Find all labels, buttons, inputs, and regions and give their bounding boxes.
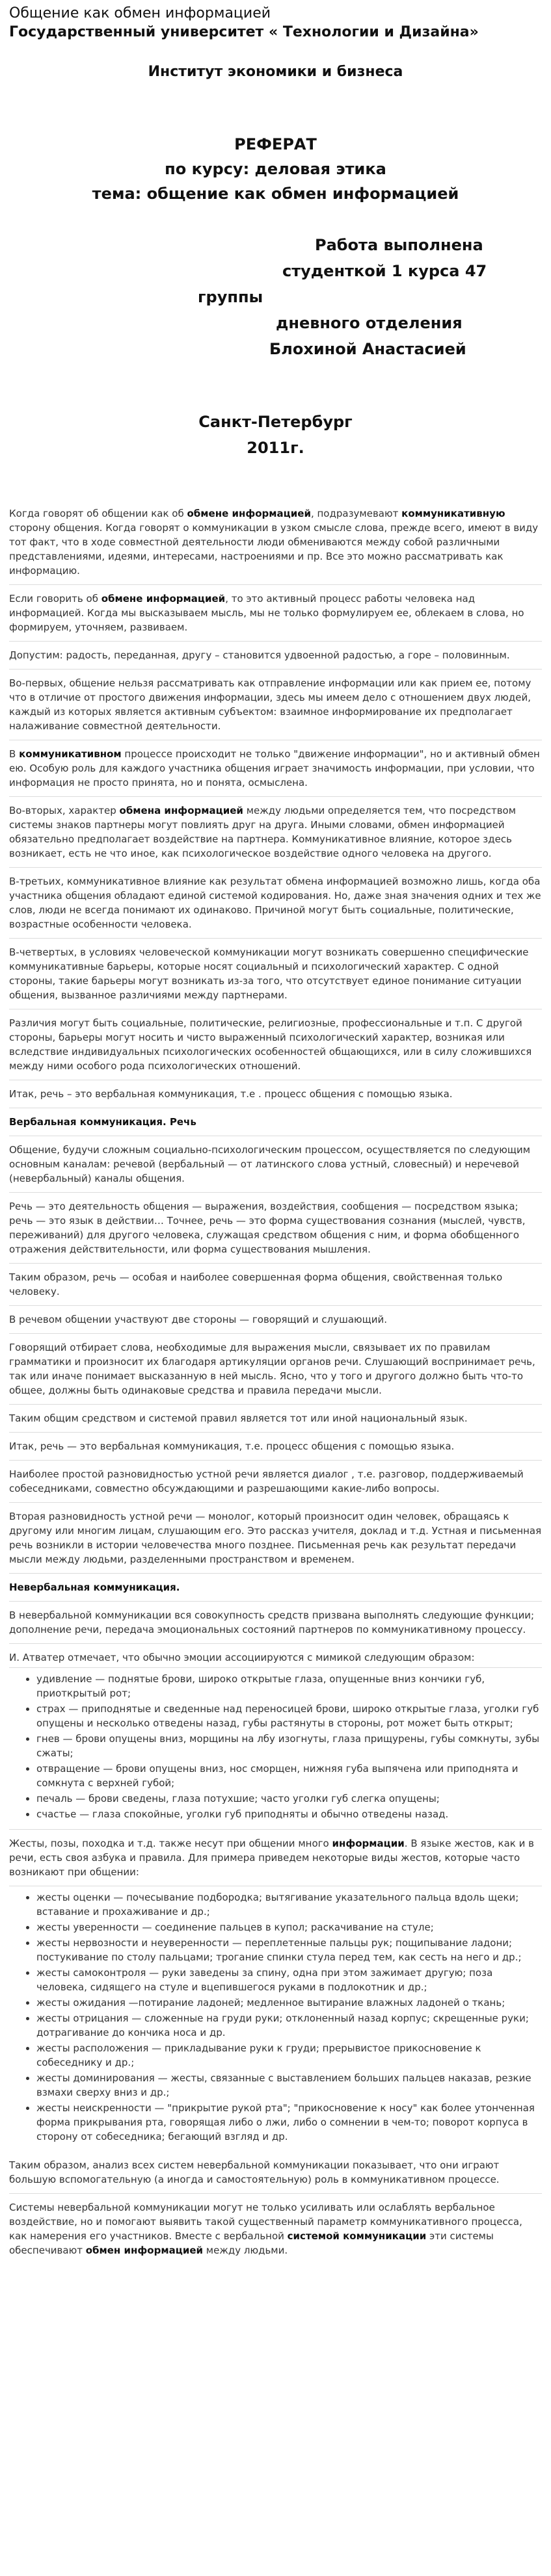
- gestures-list: [9, 1886, 542, 2152]
- closing-paragraphs: [9, 2152, 542, 2264]
- list-item: • жесты оценки — почесывание подбородка; вытягивание указательного пальца вдоль щеки; вставание и прохаживание и др.;: [36, 1890, 542, 1920]
- author-line-2: студенткой 1 курса 47: [282, 262, 487, 280]
- paragraph: [9, 641, 542, 669]
- bold-text: Невербальная коммуникация.: [9, 1581, 180, 1593]
- text-run: Таким образом, анализ всех систем невербальной коммуникации показывает, что они играют большую вспомогательную (а иногда и самостоятельную) роль в коммуникативном процессе.: [9, 2159, 500, 2185]
- author-line-4: дневного отделения: [276, 314, 463, 332]
- author-block: [9, 232, 542, 362]
- paragraph: [9, 938, 542, 1009]
- text-run: Итак, речь – это вербальная коммуникация, т.е . процесс общения с помощью языка.: [9, 1088, 453, 1100]
- emotions-list: [9, 1667, 542, 1829]
- text-run: В: [9, 748, 20, 760]
- text-run: Если говорить об: [9, 593, 101, 605]
- bold-text: обмене информацией: [187, 508, 311, 519]
- list-item: • жесты самоконтроля — руки заведены за спину, одна при этом зажимает другую; поза человека, сидящего на стуле и вцепившегося руками в подлокотник и др.;: [36, 1966, 542, 1996]
- text-run: эти системы обеспечивают: [9, 2230, 494, 2256]
- text-run: Таким общим средством и системой правил является тот или иной национальный язык.: [9, 1412, 468, 1424]
- bold-text: обмен информацией: [85, 2244, 204, 2256]
- paragraph: [9, 1192, 542, 1263]
- text-run: В-четвертых, в условиях человеческой коммуникации могут возникать совершенно специфические коммуникативные барьеры, которые носят социальный и психологический характер. С одной стороны, такие барьеры могут возникать из-за того, что отсутствует единое понимание ситуации общения, вызванное различиями между партнерами.: [9, 946, 529, 1001]
- body-text: [9, 500, 542, 2264]
- list-item: • жесты ожидания —потирание ладоней; медленное вытирание влажных ладоней о ткань;: [36, 1996, 542, 2011]
- text-run: между людьми определяется тем, что посредством системы знаков партнеры могут повлиять друг на друга. Иными словами, обмен информацией обязательно предполагает воздействие на партнера. Коммуникативное влияние, которое здесь возникает, есть не что иное, как психологическое воздействие одного человека на другого.: [9, 805, 517, 859]
- paragraph: [9, 1573, 542, 1601]
- list-item: • страх — приподнятые и сведенные над переносицей брови, широко открытые глаза, уголки губ опущены и несколько отведены назад, губы растянуты в стороны, рот может быть открыт;: [36, 1702, 542, 1732]
- text-run: Жесты, позы, походка и т.д. также несут при общении много: [9, 1838, 332, 1849]
- author-line-1: Работа выполнена: [315, 236, 483, 254]
- text-run: процессе происходит не только "движение информации", но и активный обмен ею. Особую роль для каждого участника общения играет значимость информации, при условии, что информация не просто принята, но и понята, осмыслена.: [9, 748, 540, 788]
- bold-text: коммуникативную: [401, 508, 505, 519]
- paragraph: [9, 1502, 542, 1573]
- text-run: Вторая разновидность устной речи — монолог, который произносит один человек, обращаясь к другому или многим лицам, слушающим его. Это рассказ учителя, доклад и т.д. Устная и письменная речь возникли в истории человечества много позднее. Письменная речь как результат передачи мысли между людьми, разделенными пространством и временем.: [9, 1511, 542, 1565]
- university-name: Государственный университет « Технологии и Дизайна»: [9, 24, 479, 40]
- list-item: • жесты доминирования — жесты, связанные с выставлением больших пальцев наказав, резкие взмахи сверху вниз и др.;: [36, 2071, 542, 2101]
- list-item: • отвращение — брови опущены вниз, нос сморщен, нижняя губа выпячена или приподнята и сомкнута с верхней губой;: [36, 1762, 542, 1791]
- text-run: В речевом общении участвуют две стороны — говорящий и слушающий.: [9, 1314, 388, 1325]
- bold-text: коммуникативном: [19, 748, 122, 760]
- text-run: Наиболее простой разновидностью устной речи является диалог , т.е. разговор, поддерживаемый собеседниками, совместно обсуждающими и разрешающими какие-либо вопросы.: [9, 1468, 524, 1494]
- text-run: Во-первых, общение нельзя рассматривать как отправление информации или как прием ее, потому что в отличие от простого движения информации, здесь мы имеем дело с отношением двух людей, каждый из которых является активным субъектом: взаимное информирование их предполагает налаживание совместной деятельности.: [9, 677, 531, 732]
- list-item: • жесты неискренности — "прикрытие рукой рта"; "прикосновение к носу" как более утонченная форма прикрывания рта, говорящая либо о лжи, либо о сомнении в чем-то; поворот корпуса в сторону от собеседника; бегающий взгляд и др.: [36, 2101, 542, 2145]
- text-run: Таким образом, речь — особая и наиболее совершенная форма общения, свойственная только человеку.: [9, 1271, 503, 1297]
- paragraph-list: [9, 500, 542, 1643]
- paragraph: [9, 1263, 542, 1305]
- list-item: • жесты расположения — прикладывание руки к груди; прерывистое прикосновение к собеседнику и др.;: [36, 2041, 542, 2071]
- list-item: • удивление — поднятые брови, широко открытые глаза, опущенные вниз кончики губ, приоткрытый рот;: [36, 1672, 542, 1702]
- text-run: Итак, речь — это вербальная коммуникация, т.е. процесс общения с помощью языка.: [9, 1440, 455, 1452]
- institute-name: Институт экономики и бизнеса: [148, 64, 403, 80]
- paragraph: [9, 1404, 542, 1432]
- paragraph: [9, 1009, 542, 1080]
- text-run: , то это активный процесс работы человека над информацией. Когда мы высказываем мысль, мы не только формулируем ее, облекаем в слова, но формируем, уточняем, развиваем.: [9, 593, 524, 633]
- text-run: Допустим: радость, переданная, другу – становится удвоенной радостью, а горе – половинным.: [9, 649, 510, 661]
- list-item: • жесты нервозности и неуверенности — переплетенные пальцы рук; пощипывание ладони; постукивание по столу пальцами; трогание спинки стула перед тем, как сесть на него и др.;: [36, 1936, 542, 1966]
- gestures-intro: [9, 1829, 542, 1886]
- text-run: Во-вторых, характер: [9, 805, 120, 816]
- topic-line: тема: общение как обмен информацией: [92, 185, 459, 203]
- text-run: Системы невербальной коммуникации могут не только усиливать или ослаблять вербальное воздействие, но и помогают выявить такой существенный параметр коммуникативного процесса, как намерения его участников. Вместе с вербальной: [9, 2202, 522, 2242]
- title-block: [9, 132, 542, 206]
- text-run: В-третьих, коммуникативное влияние как результат обмена информацией возможно лишь, когда оба участника общения обладают единой системой кодирования. Но, даже зная значения одних и тех же слов, люди не всегда понимают их одинаково. Причиной могут быть социальные, политические, возрастные особенности человека.: [9, 876, 541, 930]
- author-line-3: группы: [198, 288, 263, 306]
- text-run: сторону общения. Когда говорят о коммуникации в узком смысле слова, прежде всего, имеют в виду тот факт, что в ходе совместной деятельности люди обмениваются между собой различными представлениями, идеями, интересами, настроениями и пр. Все это можно рассматривать как информацию.: [9, 522, 539, 577]
- bold-text: обмена информацией: [119, 805, 243, 816]
- paragraph: [9, 1080, 542, 1108]
- bold-text: системой коммуникации: [287, 2230, 427, 2242]
- paragraph: [9, 867, 542, 938]
- list-item: • гнев — брови опущены вниз, морщины на лбу изогнуты, глаза прищурены, губы сомкнуты, зубы сжаты;: [36, 1732, 542, 1762]
- text-run: , подразумевают: [310, 508, 402, 519]
- paragraph: [9, 1108, 542, 1136]
- text-run: В невербальной коммуникации вся совокупность средств призвана выполнять следующие функции; дополнение речи, передача эмоциональных состояний партнеров по коммуникативному процессу.: [9, 1609, 535, 1635]
- paragraph: [9, 1136, 542, 1192]
- list-item: • печаль — брови сведены, глаза потухшие; часто уголки губ слегка опущены;: [36, 1791, 542, 1807]
- emotions-intro: И. Атватер отмечает, что обычно эмоции ассоциируются с мимикой следующим образом:: [9, 1643, 542, 1667]
- city-name: Санкт-Петербург: [198, 413, 353, 431]
- bold-text: информации: [332, 1838, 405, 1849]
- author-line-5: Блохиной Анастасией: [269, 340, 466, 358]
- text-run: . В языке жестов, как и в речи, есть своя азбука и правила. Для примера приведем некоторые виды жестов, которые часто возникают при общении:: [9, 1838, 534, 1878]
- paragraph: [9, 2193, 542, 2264]
- text-run: Различия могут быть социальные, политические, религиозные, профессиональные и т.п. С другой стороны, барьеры могут носить и чисто выраженный психологический характер, возникая или вследствие индивидуальных психологических особенностей общающихся, или в силу сложившихся между ними особого рода психологических отношений.: [9, 1017, 532, 1072]
- paragraph: [9, 1305, 542, 1333]
- bold-text: обмене информацией: [101, 593, 226, 605]
- document-title: Общение как обмен информацией: [9, 5, 271, 21]
- bold-text: Вербальная коммуникация. Речь: [9, 1116, 196, 1128]
- text-run: Говорящий отбирает слова, необходимые для выражения мысли, связывает их по правилам грамматики и произносит их благодаря артикуляции органов речи. Слушающий воспринимает речь, так или иначе понимает высказанную в ней мысль. Ясно, что у того и другого должно быть что-то общее, должны быть одинаковые средства и правила передачи мысли.: [9, 1342, 535, 1396]
- city-block: [9, 409, 542, 461]
- paragraph: [9, 1333, 542, 1404]
- report-kind: РЕФЕРАТ: [234, 135, 317, 153]
- text-run: Речь — это деятельность общения — выражения, воздействия, сообщения — посредством языка; речь — это язык в действии… Точнее, речь — это форма существования сознания (мыслей, чувств, переживаний) для другого человека, служащая средством общения с ним, и форма обобщенного отражения действительности, или форма существования мышления.: [9, 1201, 526, 1255]
- paragraph: [9, 1601, 542, 1643]
- paragraph: [9, 2152, 542, 2193]
- text-run: Когда говорят об общении как об: [9, 508, 187, 519]
- paragraph: [9, 796, 542, 867]
- list-item: • счастье — глаза спокойные, уголки губ приподняты и обычно отведены назад.: [36, 1807, 542, 1823]
- paragraph: [9, 1460, 542, 1502]
- paragraph: [9, 669, 542, 740]
- year: 2011г.: [247, 439, 304, 457]
- paragraph: [9, 500, 542, 584]
- document-page: [0, 5, 551, 2280]
- text-run: между людьми.: [203, 2244, 288, 2256]
- paragraph: [9, 584, 542, 641]
- list-item: • жесты отрицания — сложенные на груди руки; отклоненный назад корпус; скрещенные руки; дотрагивание до кончика носа и др.: [36, 2011, 542, 2041]
- paragraph: [9, 1432, 542, 1460]
- list-item: • жесты уверенности — соединение пальцев в купол; раскачивание на стуле;: [36, 1920, 542, 1936]
- paragraph: [9, 740, 542, 796]
- course-line: по курсу: деловая этика: [165, 160, 386, 178]
- text-run: Общение, будучи сложным социально-психологическим процессом, осуществляется по следующим основным каналам: речевой (вербальный — от латинского слова устный, словесный) и неречевой (невербальный) каналы общения.: [9, 1144, 531, 1184]
